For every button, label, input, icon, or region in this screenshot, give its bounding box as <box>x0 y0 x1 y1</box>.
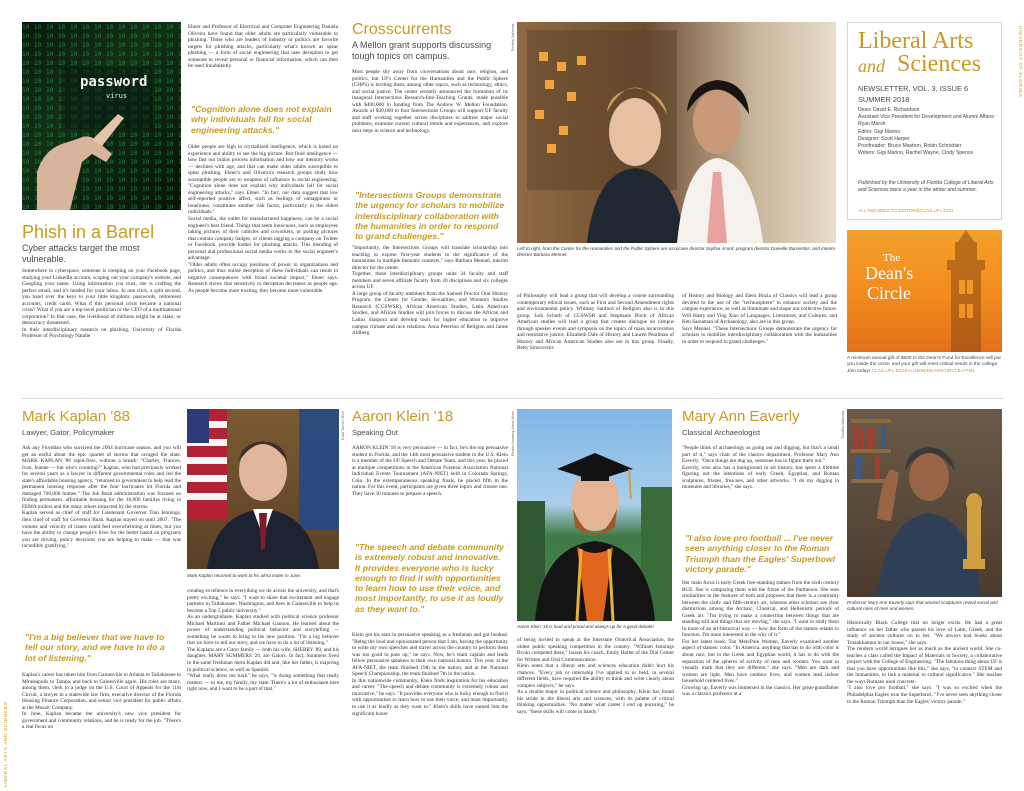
cross-pull-quote: "Intersections Groups demonstrate the urgency for scholars to mobilize interdisciplinary collaboration with the humanities in order to respond to grand challenges." <box>355 190 505 242</box>
kaplan-pull-quote: "I'm a big believer that we have to tell our story, and we have to do a lot of listening." <box>25 632 165 663</box>
kaplan-caption: Mark Kaplan returned to work at his alma mater in June. <box>187 573 302 578</box>
klein-subtitle: Speaking Out <box>352 428 399 437</box>
everly-body-3: Historically Black College that no longer exists. He had a great influence on her father who passed his love of Latin, Greek, and the study of ancient cultures on to her. "We always had books about Tutankhamun in our house," she says. The modern world intrigues her as much as the ancient world. She co-teaches a class called the Impact of Materials in Society, a collaborative project with the College of Engineering. "The fabulous thing about UF is that you have opportunities like this," she says, "to connect STEM and the humanities, to link a material to cultural significance." She teaches the ways Romans used concrete. "I also love pro football," she says. "I was so excited when the Philadelphia Eagles won the Superbowl. "I've never seen anything closer to the Roman Triumph than the Eagles' victory parade." <box>847 620 1002 705</box>
kaplan-photo-credit: Brad Tannen-Rice <box>341 411 345 440</box>
cross-body-1: Most people shy away from conversations about race, religion, and politics, but UF's Center for the Humanities and the Public Sphere (CHPS) is inviting them, among other topics, such as technology, ethics, and social justice. The center recently announced the formation of its inaugural Intersections Research-Into-Teaching Grants, made possible with $400,000 in funding from The Andrew W. Mellon Foundation. Awards of $30,000 to four Intersections Groups will support UF faculty and staff working together across disciplines to address major social problems, examine current cultural trends and experiences, and explore next steps in science and technology. <box>352 69 508 134</box>
kaplan-body-1: Ask any Floridian who survived the 2004 hurricane season, and you will get an earful about the epic quartet of storms that ravaged the state. MARK KAPLAN '88 rapid-fires, without a breath: "Charley, Frances, Ivan, Jeanne — but who's counting?" Kaplan, who had previously worked for several years as a lawyer in different governmental roles and led the state's affordable housing agency, "returned to government to help lead the permanent housing response after the four hurricanes hit Florida and damaged 700,000 homes." The Job Bush administration was focused on finding permanent, affordable housing for the 16,000 families living in FEMA trailers and the many others impacted by the storms. Kaplan served as chief of staff for Lieutenant Governor Toni Jennings, then chief of staff for Governor Bush. Kaplan stayed on until 2007. "The volume and velocity of issues could feel overwhelming at times, but you have the ability to change people's lives for the better based on programs you are driving, policy decisions you are helping to make — that was incredibly gratifying." <box>22 445 181 550</box>
photo-word-password: password <box>80 74 148 90</box>
klein-title: Aaron Klein '18 <box>352 408 454 425</box>
everly-pull-quote: "I also love pro football ... I've never seen anything closer to the Roman Triumph than the Eagles' Superbowl victory parade." <box>685 533 836 574</box>
section-divider <box>22 398 1004 399</box>
klein-body-2: Klein got his start in persuasive speaking as a freshman and got hooked. "Being the loud and opinionated person that I am, having the opportunity to write my own speeches and travel across the country to perform them was too good to pass up," he says. Now, he's team captain and leads fellow persuasive speakers to their own national honors. This year, at the AFA-NIET, the team finished 19th in the nation, and at the National Speech Championship, the team finished 7th in the nation. In this nationwide community, Klein finds inspiration for his education and career. "The speech and debate community is extremely robust and innovative," he says. "It provides everyone who is lucky enough to find it with opportunities to learn how to use their voice, and most importantly, to use it as loudly as they want to." Klein's skills have earned him the significant honor <box>352 632 508 717</box>
klein-caption: Aaron Klein '18 is loud and proud and always up for a good debate! <box>517 624 654 629</box>
klein-photo <box>517 409 672 621</box>
phish-pull-quote: "Cognition alone does not explain why individuals fall for social engineering attacks." <box>191 104 332 135</box>
everly-title: Mary Ann Eaverly <box>682 408 800 425</box>
everly-photo <box>847 409 1002 597</box>
masthead-staff: Dean: David E. Richardson Assistant Vice President for Development and Alumni Affairs: Ryan Marsh Editor: Gigi Marino Designer: Scott Harper Proofreader: Bruce Mastron, Robin Schriebier Writers: Gigi Marino, Rachel Wayne, Cindy Spence <box>858 107 996 157</box>
everly-caption: Professor Mary Ann Eaverly says that ancient sculptures reveal social and cultural roles of men and women. <box>847 600 998 611</box>
kaplan-body-2: Kaplan's career has taken him from Gainesville to Atlanta to Tallahassee to Minneapolis to Tampa, and back to Gainesville again. His roles are many, among them, clerk to a judge on the U.S. Court of Appeals for the 11th Circuit, a lawyer in a statewide law firm, executive director of the Florida Housing Finance Corporation, and senior vice president for public affairs at the Mosaic Company. In June, Kaplan became the university's new vice president for government and community relations, and he is ready for the job. "There's a real focus on <box>22 672 181 731</box>
phish-subtitle: Cyber attacks target the most vulnerable. <box>22 243 140 264</box>
masthead-inquiries-link[interactable]: ALL INQUIRES TO EDITOR@CLAS.UFL.EDU <box>858 208 954 213</box>
deans-circle-link[interactable]: CLAS.UFL.EDU/ALUMNI/DEANSCIRCLE.HTML <box>871 368 976 374</box>
deans-circle-word-2: Dean's <box>865 263 914 283</box>
cross-title: Crosscurrents <box>352 21 452 38</box>
deans-circle-caption-text: A minimum annual gift of $500 to the Dean's Fund for Excellence will put you inside the circle, and your gift will meet critical needs in the college. Join today! <box>847 356 1001 374</box>
klein-pull-quote: "The speech and debate community is extremely robust and innovative. It provides everyone who is lucky enough to find it with opportunities to learn how to use their voice, and most importantly, to use it as loudly as they want to." <box>355 542 504 614</box>
kaplan-photo <box>187 409 339 569</box>
masthead-season: SUMMER 2018 <box>858 95 910 104</box>
klein-body-3: of being invited to speak at the Interstate Oratorical Association, the oldest public speaking competition in the country. "William Jennings Bryan competed there," boasts his coach, Emily Butler of the Dial Center for Written and Oral Communication. Klein notes that a liberal arts and sciences education didn't hurt his chances. "Every job or internship I've applied to or held, in several different fields, have required the ability to think and write clearly about complex subjects," he says. As a double major in political science and philosophy, Klein has found his stride in the liberal arts and sciences, with its palette of critical thinking opportunities. "No matter what career I end up pursuing," he says, "these skills will come in handy." <box>517 637 674 716</box>
everly-photo-credit: Timothy Sallenba <box>841 411 845 439</box>
binary-code-graphic <box>22 22 181 210</box>
phish-body-3: Older people are high in crystallized intelligence, which is based on experience and ability to see the big picture. But fluid intelligence — how fast our brains process information and how our memory works — declines with age, and that can make older adults susceptible to spear phishing. Ebner's and Oliveira's research groups study how susceptible people are to weapons of influence in social engineering. "Cognition alone does not explain why individuals fall for social engineering attacks," says Ebner. "In fact, our data suggest that low self-reported positive affect, such as feelings of unhappiness or loneliness, constitutes another risk factor, particularly in the oldest individuals." Social media, the outlet for manufactured happiness, can be a social engineer's best friend. Things that seem innocuous, such as employees taking pictures of their cubicles and coworkers, or posting pictures that contain company badges, or clients tagging a company on Twitter or Facebook, provide fodder for phishing attacks. This blending of personal and professional social media works to the social engineer's advantage. "Older adults often occupy positions of power in organizations and politics, and thus online deception of these individuals can result in negative consequences with broad societal impact," Ebner says. Research shows that sensitivity to deception decreases as people age. As people become more trusting, they become more vulnerable. <box>188 144 338 295</box>
klein-photo-credit: Photos courtesy Aaron Klein <box>511 411 515 457</box>
masthead-title-1: Liberal Arts <box>858 28 974 54</box>
masthead-title-and: and <box>858 56 885 76</box>
phish-title: Phish in a Barrel <box>22 222 155 242</box>
cross-body-4: of History and Biology and Eleni Bozia of Classics will lead a group devoted to the use of the "technosphere" to enhance society and the campus experience, as well as illuminate and shape our collective future. Will Hasty and Ying Xiao of Languages, Literatures, and Cultures, and Ken Sassaman of Archaeology, also are in this group. Says Mennel, "These Intersections Groups demonstrate the urgency for scholars to mobilize interdisciplinary collaboration with the humanities in order to respond to grand challenges." <box>682 293 837 345</box>
kaplan-title: Mark Kaplan '88 <box>22 408 130 425</box>
deans-circle-word-1: The <box>883 252 901 264</box>
everly-subtitle: Classical Archaeologist <box>682 428 761 437</box>
everly-body-2: Her main focus is early Greek free-standing statues from the sixth century BCE. She is comparing them with the frieze of the Parthenon. She sees similarities in the features of both and proposes that there is a continuity between the sixth- and fifth-century art, whereas other scholars see clear distinctions among the Archaic, Classical, and Hellenistic periods of Greek art. "I'm trying to make a connection between things that are standing still and things that are moving," she says. "I want to study them in more of an art-historical way — how the form of the statues relates to function. I'm more interested in the why of it." For her latest book, Tan Men/Pale Women, Eaverly examined another aspect of statues: color. "In America, anything that has to do with color is about race, but in the Greek and Egyptian world, it has to do with the separation of the spheres of activity of men and women. You want to visually mark that they are different," she says. "Men are dark and women are light. Men have outdoor lives, and women lead indoor household centered lives." Growing up, Eaverly was immersed in the classics. Her great-grandfather was a classics professor at a <box>682 580 839 698</box>
side-label-right: UNIVERSITY OF FLORIDA <box>1017 26 1022 98</box>
phish-photo <box>22 22 181 210</box>
cross-caption: Left to right, from the Center for the Humanities and the Public Sphere are associate director Sophia Acord, program director Danielle Barrientos, and interim director Barbara Mennel. <box>517 246 835 257</box>
klein-body-1: AARON KLEIN '18 is very persuasive — in fact, he's the top persuasive student in Florida, and the 14th most persuasive student in the U.S. Klein is a member of the UF Speech and Debate Team, and this year, he placed at multiple competitions in the American Forensic Association National Individual Events Tournament (AFA-NIET) held in Colorado Springs, Colo. In the extemporaneous speaking finals, he placed fifth in the nation. For this event, participants are given three topics and choose one. They have 30 minutes to prepare a speech. <box>352 445 508 497</box>
everly-body-1: "People think of archaeology as going out and digging, but that's a small part of it," says chair of the classics department, Professor Mary Ann Eaverly. "Once things are dug up, someone has to figure them out." Eaverly, who also has a background in art history, has spent a lifetime figuring out the intentions of early Greek, Egyptian, and Roman sculptures, friezes, frescoes, and other artworks. "I do my digging in museums and libraries," she says. <box>682 445 839 491</box>
cross-photo <box>517 22 836 243</box>
photo-word-virus: virus <box>106 92 128 100</box>
masthead-issue: NEWSLETTER, VOL. 3, ISSUE 6 <box>858 84 969 93</box>
deans-circle-caption <box>847 356 1002 375</box>
phish-body-1: Somewhere in cyberspace, someone is creeping on your Facebook page, studying your LinkedIn account, scoping out your company's website, and Googling your name. Using information you trust, she is crafting the perfect email, and it's headed for your inbox. In one click, a split second, you hand over the keys to your little kingdom: passwords, retirement accounts, credit cards. What if this personal crisis became a national crisis? What if you are a top-level politician or the CEO of a multinational corporation? In that case, the livelihood of millions might be at stake, or democracy threatened. In their interdisciplinary research on phishing, University of Florida Professor of Psychology Natalie <box>22 268 181 340</box>
cross-subtitle: A Mellon grant supports discussing tough topics on campus. <box>352 40 492 61</box>
kaplan-subtitle: Lawyer, Gator, Policymaker <box>22 428 115 437</box>
cross-photo-credit: Timothy Sallenba <box>511 24 515 52</box>
phish-body-2: Ebner and Professor of Electrical and Computer Engineering Daniela Oliveira have found that older adults are particularly vulnerable to phishing. Those who are leaders of industry or politics are favorite targets for phishing attacks, particularly what's known as spear phishing — a form of social engineering that uses deception to get someone to reveal personal or financial information, which can then be used fraudulently. <box>188 24 338 70</box>
cross-body-2: "Importantly, the Intersections Groups will translate scholarship into teaching to expose first-year students to the significance of the humanities in multiple thematic contexts," says Barbara Mennel, interim director for the center. Together, these interdisciplinary groups unite 24 faculty and staff members and seven affiliate faculty from 20 disciplines and six colleges across UF. A large group of faculty members from the Samuel Proctor Oral History Program, the Center for Gender, Sexualities, and Women's Studies Research (CGSWSR), African American Studies, Latin American Studies, and African Studies will join forces to discuss the African and Latinx diaspora and develop tools for higher education to improve campus climate and race relations. Anna Peterson of Religion and Jaime Aldberg <box>352 245 508 337</box>
cross-body-3: of Philosophy will lead a group that will develop a course surrounding contemporary ethical issues, such as First and Second Amendment rights and environmental policy. Whitney Sanford of Religion also is in this group. Jodi Schorb of CGSWSR and Stephanie Birch of African American studies will lead a group that creates dialogue on campus through speaker events and symposia on the topics of mass incarceration and restorative justice. Elizabeth Dale of History and Lauren Pearlman of History and African American Studies also are in this group. Finally, Betty Smocovitis <box>517 293 674 352</box>
masthead-title-2: Sciences <box>897 51 981 77</box>
deans-circle-word-3: Circle <box>867 283 911 303</box>
side-label-left: LIBERAL ARTS AND SCIENCES <box>4 701 9 787</box>
deans-circle-banner <box>847 230 1002 352</box>
kaplan-body-3: creating excellence in everything we do across the university, and that's pretty exciting," he says. "I want to share that excitement and engage partners in Tallahassee, Washington, and here in Gainesville to help us become a Top 5 public university." As an undergraduate, Kaplan studied with political science professor Michael Martinez and Father Michael Gannon. He learned about the power of understanding political behavior and storytelling — something he wants to bring to his new position. "I'm a big believer that we have to tell our story, and we have to do a lot of listening." The Kaplans are a Gator family — both his wife, SHERRY '89, and his daughter, MARY SUMMERS '20, are Gators. In fact, Summers lived in the same freshman dorm Kaplan did and, like her father, is majoring in political science, as well as Spanish. "What really drew me back" he says, "is doing something that really matters — to me, my family, my state. There's a lot of enthusiasm here right now, and I want to be a part of that." <box>187 588 339 693</box>
masthead-publisher: Published by the University of Florida College of Liberal Arts and Sciences twice a year in the winter and summer. <box>858 180 994 193</box>
